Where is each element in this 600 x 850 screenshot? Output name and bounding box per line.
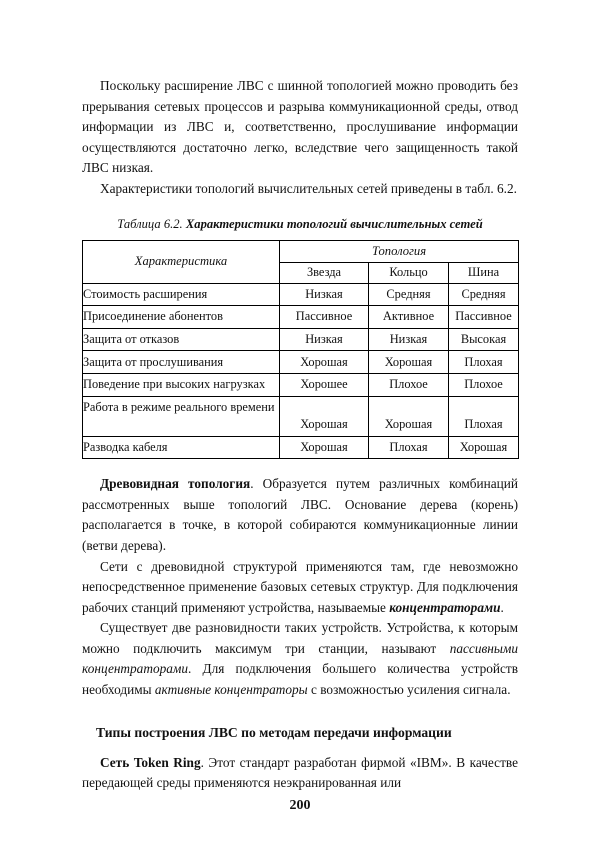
paragraph-token-ring-text: . Этот стандарт разработан фирмой «IBM». В качестве передающей среды применяются неэкранированная или xyxy=(82,754,518,791)
cell-ring: Низкая xyxy=(369,328,449,351)
table-row xyxy=(83,373,519,396)
cell-ring: Хорошая xyxy=(369,396,449,436)
row-label: Защита от отказов xyxy=(83,328,280,351)
paragraph-tree-networks-text-b: . xyxy=(500,599,504,615)
paragraph-token-ring xyxy=(82,742,518,794)
cell-star: Хорошая xyxy=(280,436,369,459)
section-heading-lan-transmission-methods: Типы построения ЛВС по методам передачи информации xyxy=(96,724,452,740)
column-header-characteristic: Характеристика xyxy=(83,240,280,283)
paragraph-concentrator-types xyxy=(82,618,518,700)
term-token-ring: Сеть Token Ring xyxy=(100,754,201,770)
cell-star: Хорошая xyxy=(280,351,369,374)
cell-ring: Активное xyxy=(369,306,449,329)
paragraph-bus-topology-security: Поскольку расширение ЛВС с шинной топологией можно проводить без прерывания сетевых процессов и разрыва коммуникационной среды, отвод информации из ЛВС и, соответственно, прослушивание информации осуществляются достаточно легко, вследствие чего защищенность такой ЛВС низкая. xyxy=(82,78,518,176)
table-row xyxy=(83,436,519,459)
cell-star: Хорошая xyxy=(280,396,369,436)
table-caption-title: Характеристики топологий вычислительных сетей xyxy=(182,216,483,231)
cell-ring: Плохое xyxy=(369,373,449,396)
row-label: Поведение при высоких нагрузках xyxy=(83,373,280,396)
cell-bus: Пассивное xyxy=(449,306,519,329)
paragraph-tree-networks xyxy=(82,557,518,619)
cell-bus: Средняя xyxy=(449,283,519,306)
table-row xyxy=(83,351,519,374)
cell-ring: Плохая xyxy=(369,436,449,459)
paragraph-concentrator-types-text-a: Существует две разновидности таких устройств. Устройства, к которым можно подключить максимум три станции, называют xyxy=(82,620,518,656)
topology-characteristics-table xyxy=(82,240,519,460)
row-label: Присоединение абонентов xyxy=(83,306,280,329)
row-label: Работа в режиме реального времени xyxy=(83,396,280,436)
table-caption xyxy=(82,200,518,232)
paragraph-table-reference: Характеристики топологий вычислительных сетей приведены в табл. 6.2. xyxy=(100,180,517,196)
term-passive-concentrators: пассивными концентраторами xyxy=(82,640,518,677)
cell-star: Хорошее xyxy=(280,373,369,396)
table-header xyxy=(83,240,519,283)
table-caption-number: Таблица 6.2. xyxy=(117,216,183,231)
term-active-concentrators: активные концентраторы xyxy=(154,682,308,698)
document-page xyxy=(82,0,518,850)
cell-star: Низкая xyxy=(280,283,369,306)
paragraph-tree-topology-text: . Образуется путем различных комбинаций рассмотренных выше топологий ЛВС. Основание дерева (корень) располагается в точке, в которой собираются коммуникационные линии (ветви дерева). xyxy=(82,476,518,553)
cell-star: Низкая xyxy=(280,328,369,351)
cell-bus: Плохая xyxy=(449,396,519,436)
column-group-header-topology: Топология xyxy=(280,240,519,262)
paragraph-concentrator-types-text-b: . Для подключения большего количества устройств необходимы xyxy=(82,661,518,698)
table-container xyxy=(82,232,518,460)
column-header-star: Звезда xyxy=(280,262,369,283)
cell-ring: Средняя xyxy=(369,283,449,306)
cell-star: Пассивное xyxy=(280,306,369,329)
table-row xyxy=(83,283,519,306)
term-concentrators: концентраторами xyxy=(389,599,501,615)
cell-bus: Плохое xyxy=(449,373,519,396)
paragraph-tree-networks-text-a: Сети с древовидной структурой применяются там, где невозможно непосредственное применение базовых сетевых структур. Для подключения рабочих станций применяют устройства, называемые xyxy=(82,558,518,615)
page-number: 200 xyxy=(289,798,311,813)
term-tree-topology: Древовидная топология xyxy=(100,476,251,492)
paragraph-tree-topology xyxy=(82,459,518,556)
row-label: Стоимость расширения xyxy=(83,283,280,306)
table-row xyxy=(83,328,519,351)
table-row xyxy=(83,396,519,436)
cell-bus: Плохая xyxy=(449,351,519,374)
column-header-ring: Кольцо xyxy=(369,262,449,283)
table-body xyxy=(83,283,519,459)
table-row xyxy=(83,306,519,329)
row-label: Защита от прослушивания xyxy=(83,351,280,374)
table-header-row-group xyxy=(83,240,519,262)
paragraph-concentrator-types-text-c: с возможностью усиления сигнала. xyxy=(307,682,511,698)
column-header-bus: Шина xyxy=(449,262,519,283)
cell-ring: Хорошая xyxy=(369,351,449,374)
cell-bus: Хорошая xyxy=(449,436,519,459)
row-label: Разводка кабеля xyxy=(83,436,280,459)
cell-bus: Высокая xyxy=(449,328,519,351)
